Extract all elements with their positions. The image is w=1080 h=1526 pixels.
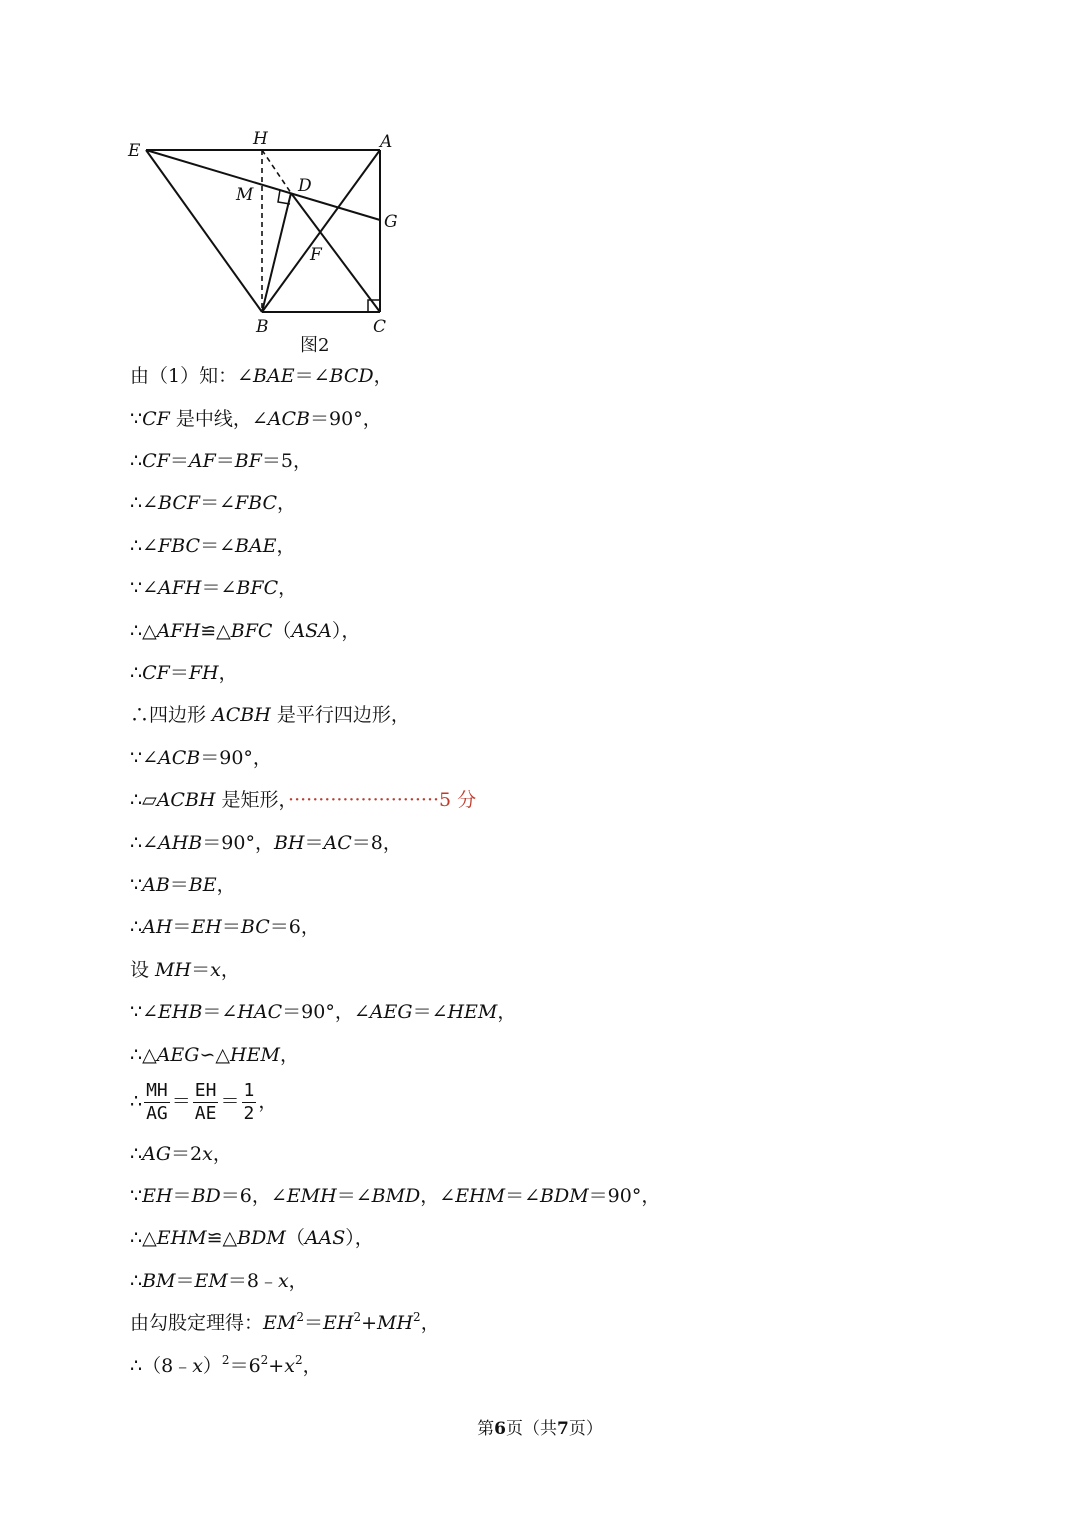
proof-line-23: 由勾股定理得：$EM^2=EH^2+MH^2$， xyxy=(130,1310,440,1334)
label-E: E xyxy=(128,141,141,161)
fraction-1-2: $\frac{1}{2}$ xyxy=(243,1080,255,1124)
proof-line-18-fraction: ∴ $\frac{MH}{AG}$ ＝ $\frac{EH}{AE}$ ＝ $\frac{1}{2}$ ， xyxy=(130,1080,278,1124)
proof-line-19: ∴AG＝2x， xyxy=(130,1143,232,1165)
score-marker: ·························5 分 xyxy=(288,789,477,811)
proof-line-12: ∴∠AHB＝90°，BH＝AC＝8， xyxy=(130,832,402,854)
proof-line-24: $\therefore(8﹣x)^2=6^2+x^2$， xyxy=(130,1353,322,1377)
fraction-MH-AG: $\frac{MH}{AG}$ xyxy=(146,1080,168,1124)
proof-line-9: ∴四边形 ACBH 是平行四边形， xyxy=(130,704,410,726)
proof-line-16: ∵∠EHB＝∠HAC＝90°，∠AEG＝∠HEM， xyxy=(130,1001,517,1023)
proof-line-21: ∴△EHM≌△BDM（AAS）， xyxy=(130,1227,374,1249)
proof-line-14: ∴AH＝EH＝BC＝6， xyxy=(130,916,320,938)
proof-line-2: ∵CF 是中线，∠ACB＝90°， xyxy=(130,408,382,430)
segment-EB xyxy=(146,150,262,312)
page-total: 7 xyxy=(557,1419,569,1439)
segment-BD xyxy=(262,193,291,312)
proof-line-15: 设 MH＝x， xyxy=(130,959,240,981)
proof-line-5: ∴∠FBC＝∠BAE， xyxy=(130,535,296,557)
page-number: 6 xyxy=(494,1419,506,1439)
proof-line-4: ∴∠BCF＝∠FBC， xyxy=(130,492,297,514)
label-F: F xyxy=(310,245,322,265)
proof-line-7: ∴△AFH≌△BFC（ASA）， xyxy=(130,620,361,642)
geometry-figure xyxy=(110,118,420,363)
proof-line-11: ∴▱ACBH 是矩形，·························5 分 xyxy=(130,789,477,811)
fraction-EH-AE: $\frac{EH}{AE}$ xyxy=(194,1080,217,1124)
label-M: M xyxy=(236,185,254,205)
figure-caption: 图2 xyxy=(300,335,330,356)
proof-line-6: ∵∠AFH＝∠BFC， xyxy=(130,577,298,599)
proof-line-8: ∴CF＝FH， xyxy=(130,662,238,684)
label-G: G xyxy=(384,212,398,232)
proof-line-3: ∴CF＝AF＝BF＝5， xyxy=(130,450,313,472)
label-D: D xyxy=(298,176,312,196)
proof-line-20: ∵EH＝BD＝6，∠EMH＝∠BMD，∠EHM＝∠BDM＝90°， xyxy=(130,1185,661,1207)
label-H: H xyxy=(253,129,268,149)
proof-line-17: ∴△AEG∽△HEM， xyxy=(130,1044,299,1066)
proof-line-22: ∴BM＝EM＝8﹣x， xyxy=(130,1270,308,1292)
label-C: C xyxy=(373,317,387,337)
proof-line-1: 由（1）知：∠BAE＝∠BCD， xyxy=(130,365,393,387)
page-footer: 第6页（共7页） xyxy=(477,1419,603,1439)
proof-line-10: ∵∠ACB＝90°， xyxy=(130,747,272,769)
proof-line-13: ∵AB＝BE， xyxy=(130,874,236,896)
label-A: A xyxy=(380,132,393,152)
segment-EG xyxy=(146,150,380,220)
label-B: B xyxy=(256,317,269,337)
